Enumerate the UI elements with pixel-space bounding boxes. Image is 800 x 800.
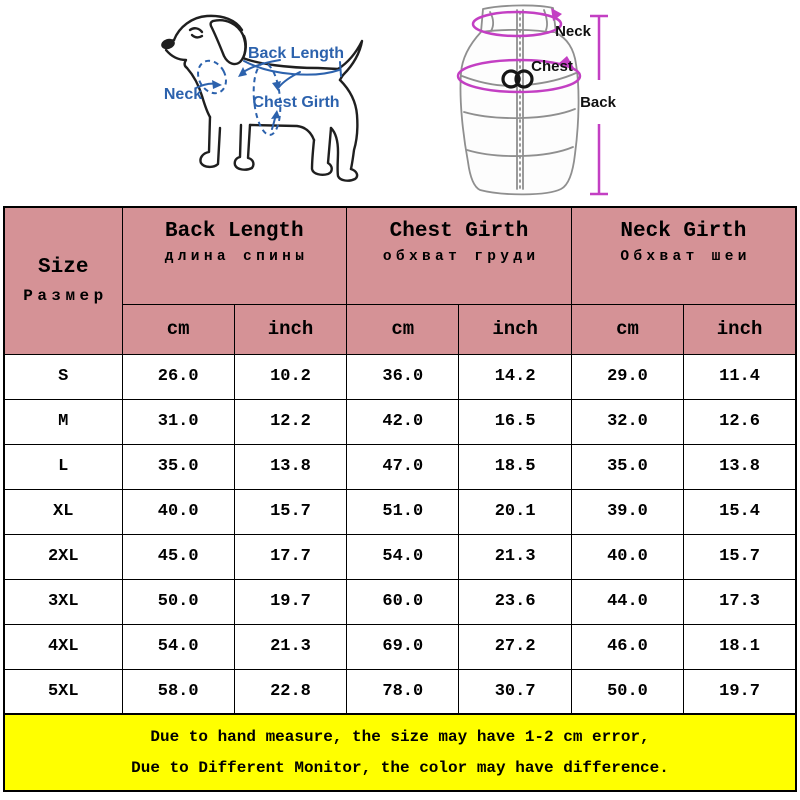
size-label-en: Size <box>38 256 89 280</box>
table-row-5xl <box>4 669 796 714</box>
chest-cm-cell: 42.0 <box>347 399 459 444</box>
back-cm-cell: 35.0 <box>122 444 234 489</box>
notice-line-1: Due to hand measure, the size may have 1-2 cm error, <box>150 728 650 746</box>
table-row-3xl <box>4 579 796 624</box>
dog-chest-girth-label: Chest Girth <box>252 94 340 111</box>
chest-cm-cell: 60.0 <box>347 579 459 624</box>
table-row-m <box>4 399 796 444</box>
chest-inch-cell: 14.2 <box>459 354 571 399</box>
chest-inch-cell: 18.5 <box>459 444 571 489</box>
neck-cm-cell: 50.0 <box>571 669 683 714</box>
back-inch-cell: 10.2 <box>234 354 346 399</box>
size-cell: S <box>4 354 122 399</box>
diagram-svg <box>0 0 800 206</box>
neck-inch-cell: 15.7 <box>684 534 796 579</box>
size-cell: XL <box>4 489 122 534</box>
neck-cm-cell: 39.0 <box>571 489 683 534</box>
neck-inch-cell: 12.6 <box>684 399 796 444</box>
dog-back-length-label: Back Length <box>247 45 345 62</box>
back-inch-cell: 17.7 <box>234 534 346 579</box>
neck-cm-cell: 46.0 <box>571 624 683 669</box>
dog-illustration <box>160 16 362 181</box>
chest-inch-cell: 16.5 <box>459 399 571 444</box>
table-row-xl <box>4 489 796 534</box>
chest-inch-cell: 30.7 <box>459 669 571 714</box>
size-cell: L <box>4 444 122 489</box>
measurement-notice <box>3 713 797 792</box>
chest-cm-cell: 54.0 <box>347 534 459 579</box>
back-inch-cell: 12.2 <box>234 399 346 444</box>
chest-cm-cell: 36.0 <box>347 354 459 399</box>
back-inch-cell: 15.7 <box>234 489 346 534</box>
neck-cm-cell: 35.0 <box>571 444 683 489</box>
neck-inch-cell: 11.4 <box>684 354 796 399</box>
chest-cm-cell: 78.0 <box>347 669 459 714</box>
vest-back-label: Back <box>580 94 616 111</box>
neck-inch-cell: 13.8 <box>684 444 796 489</box>
neck-girth-header-ru: Обхват шеи <box>620 249 751 265</box>
back-cm-cell: 40.0 <box>122 489 234 534</box>
unit-cell-cm: cm <box>122 304 234 354</box>
chest-inch-cell: 23.6 <box>459 579 571 624</box>
back-inch-cell: 19.7 <box>234 579 346 624</box>
neck-cm-cell: 40.0 <box>571 534 683 579</box>
size-cell: 3XL <box>4 579 122 624</box>
back-cm-cell: 45.0 <box>122 534 234 579</box>
table-row-2xl <box>4 534 796 579</box>
unit-cell-inch: inch <box>684 304 796 354</box>
notice-line-2: Due to Different Monitor, the color may have difference. <box>131 759 669 777</box>
back-inch-cell: 13.8 <box>234 444 346 489</box>
vest-illustration <box>458 5 617 194</box>
table-row-4xl <box>4 624 796 669</box>
size-cell: 4XL <box>4 624 122 669</box>
chest-girth-header-ru: обхват груди <box>382 249 540 265</box>
neck-girth-header <box>571 207 796 304</box>
size-corner-cell <box>4 207 122 354</box>
neck-cm-cell: 44.0 <box>571 579 683 624</box>
neck-cm-cell: 32.0 <box>571 399 683 444</box>
back-length-header-en: Back Length <box>165 220 304 243</box>
back-cm-cell: 31.0 <box>122 399 234 444</box>
back-length-header <box>122 207 347 304</box>
chest-inch-cell: 20.1 <box>459 489 571 534</box>
neck-cm-cell: 29.0 <box>571 354 683 399</box>
dog-neck-label: Neck <box>163 86 203 103</box>
measurement-diagram-banner <box>0 0 800 206</box>
table-row-s <box>4 354 796 399</box>
back-cm-cell: 58.0 <box>122 669 234 714</box>
vest-neck-label: Neck <box>555 23 591 40</box>
back-cm-cell: 50.0 <box>122 579 234 624</box>
back-inch-cell: 21.3 <box>234 624 346 669</box>
chest-cm-cell: 51.0 <box>347 489 459 534</box>
unit-cell-cm: cm <box>347 304 459 354</box>
chest-girth-header <box>347 207 572 304</box>
size-cell: M <box>4 399 122 444</box>
chest-inch-cell: 27.2 <box>459 624 571 669</box>
size-cell: 5XL <box>4 669 122 714</box>
chest-inch-cell: 21.3 <box>459 534 571 579</box>
neck-inch-cell: 15.4 <box>684 489 796 534</box>
unit-cell-cm: cm <box>571 304 683 354</box>
back-length-header-ru: длина спины <box>164 249 309 265</box>
dog-measure-arrowheads <box>212 67 281 119</box>
chest-girth-header-en: Chest Girth <box>389 220 529 243</box>
size-table <box>3 206 797 715</box>
table-row-l <box>4 444 796 489</box>
neck-inch-cell: 18.1 <box>684 624 796 669</box>
back-cm-cell: 26.0 <box>122 354 234 399</box>
neck-inch-cell: 17.3 <box>684 579 796 624</box>
unit-cell-inch: inch <box>459 304 571 354</box>
unit-cell-inch: inch <box>234 304 346 354</box>
back-cm-cell: 54.0 <box>122 624 234 669</box>
size-label-ru: Размер <box>23 287 108 306</box>
vest-chest-label: Chest <box>531 58 573 75</box>
chest-cm-cell: 47.0 <box>347 444 459 489</box>
neck-girth-header-en: Neck Girth <box>620 220 747 243</box>
size-cell: 2XL <box>4 534 122 579</box>
neck-inch-cell: 19.7 <box>684 669 796 714</box>
back-inch-cell: 22.8 <box>234 669 346 714</box>
chest-cm-cell: 69.0 <box>347 624 459 669</box>
